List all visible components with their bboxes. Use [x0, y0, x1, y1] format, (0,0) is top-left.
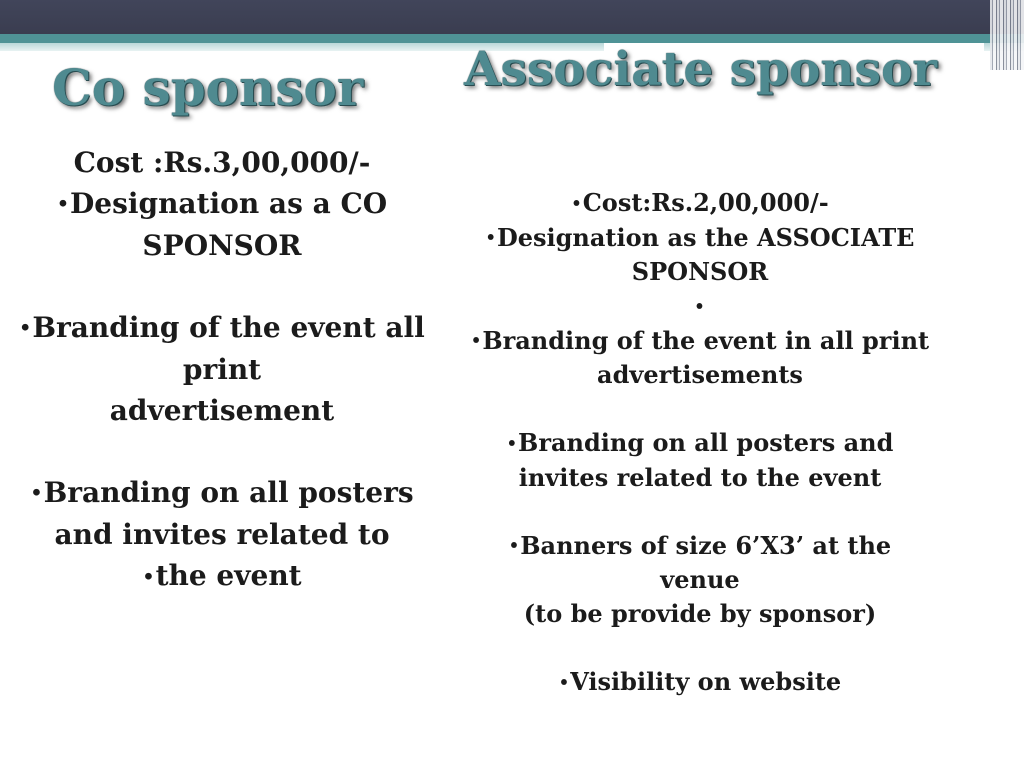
co-sponsor-cost: Cost :Rs.3,00,000/-: [73, 146, 371, 179]
bullet-icon: •: [56, 193, 69, 216]
co-sponsor-branding-posters-line1: •Branding on all posters: [30, 476, 414, 510]
bullet-icon: •: [485, 228, 496, 248]
right-edge-stripes: [990, 0, 1024, 70]
associate-designation-line1: •Designation as the ASSOCIATE: [485, 222, 915, 252]
associate-designation-line2: SPONSOR: [631, 257, 769, 287]
bullet-icon: •: [30, 482, 43, 505]
associate-branding-posters-line2: invites related to the event: [518, 462, 882, 492]
bullet-icon: •: [508, 536, 520, 556]
spacer: [450, 631, 950, 665]
bullet-icon: •: [571, 193, 582, 213]
bullet-icon: •: [470, 331, 482, 351]
associate-branding-print-line1: •Branding of the event in all print: [470, 325, 930, 355]
bullet-icon: •: [558, 672, 570, 692]
co-sponsor-branding-posters-line2: and invites related to: [54, 518, 390, 552]
associate-sponsor-heading: Associate sponsor: [464, 42, 938, 97]
spacer: [450, 495, 950, 529]
co-sponsor-designation-line2: SPONSOR: [142, 229, 302, 263]
co-sponsor-details: [0, 142, 444, 598]
co-sponsor-heading: Co sponsor: [52, 58, 364, 117]
associate-banners-line2: venue: [660, 565, 740, 595]
associate-visibility: •Visibility on website: [558, 667, 842, 697]
bullet-icon: •: [694, 296, 705, 316]
co-sponsor-branding-print-line2: print: [182, 353, 262, 387]
associate-sponsor-details: [450, 186, 950, 700]
spacer: [0, 266, 444, 307]
associate-branding-posters-line1: •Branding on all posters and: [506, 428, 894, 458]
spacer: [450, 392, 950, 426]
associate-branding-print-line2: advertisements: [597, 360, 803, 390]
associate-banners-line3: (to be provide by sponsor): [523, 599, 877, 629]
co-sponsor-branding-posters-line3: •the event: [142, 559, 302, 593]
co-sponsor-branding-print-line3: advertisement: [109, 394, 335, 428]
associate-cost: •Cost:Rs.2,00,000/-: [571, 188, 829, 217]
associate-banners-line1: •Banners of size 6’X3’ at the: [508, 530, 892, 560]
co-sponsor-branding-print-line1: •Branding of the event all: [19, 311, 425, 345]
bullet-icon: •: [506, 433, 518, 453]
bullet-icon: •: [19, 317, 32, 340]
bullet-icon: •: [142, 565, 155, 588]
header-dark-band: [0, 0, 1024, 34]
associate-empty-bullet: [450, 289, 950, 324]
co-sponsor-designation-line1: •Designation as a CO: [56, 187, 388, 220]
spacer: [0, 431, 444, 472]
